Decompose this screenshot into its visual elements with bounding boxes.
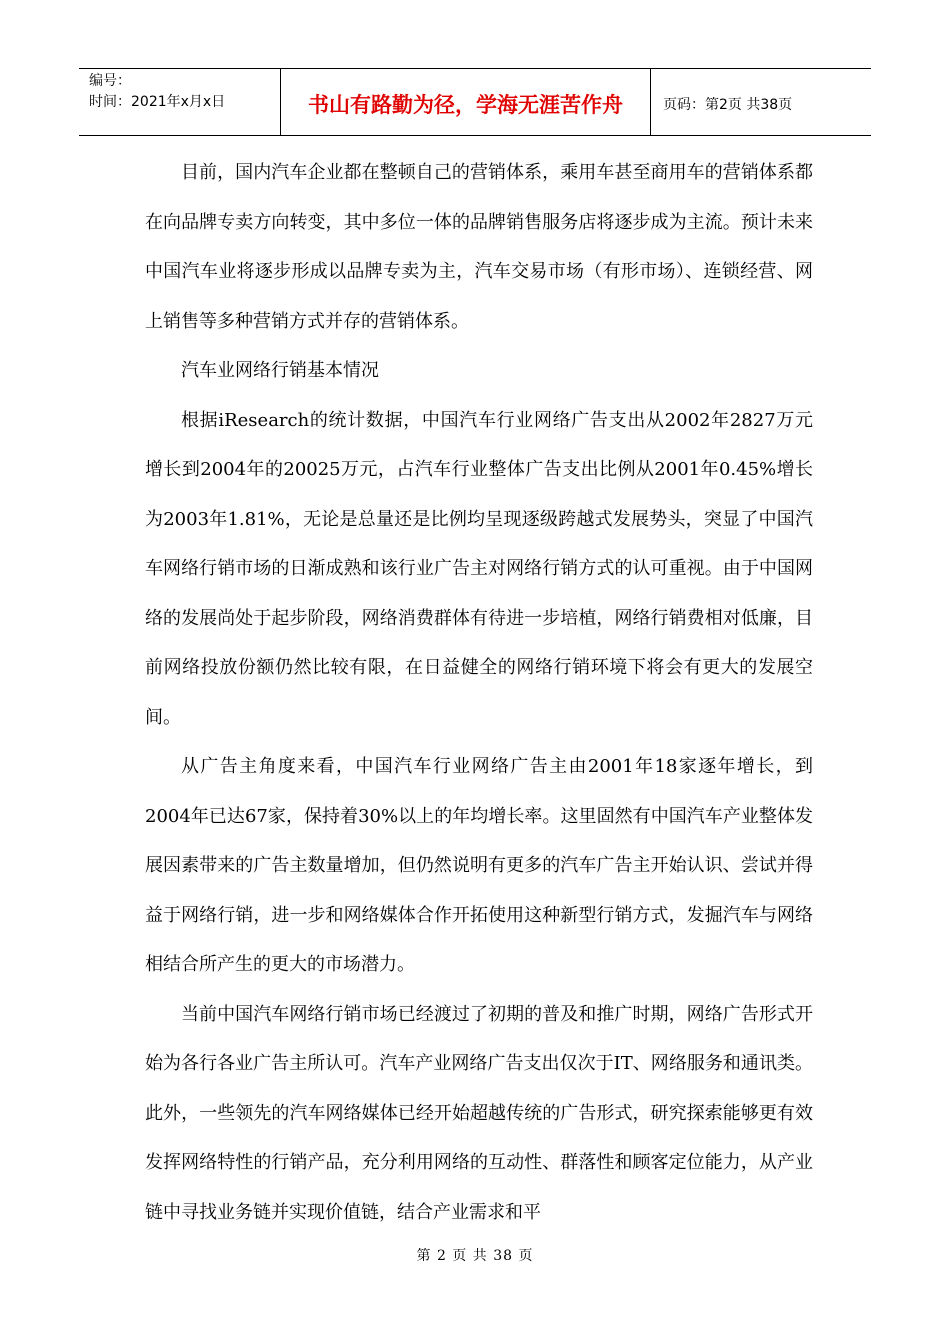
number-label: 编号： xyxy=(89,73,131,89)
paragraph: 目前，国内汽车企业都在整顿自己的营销体系，乘用车甚至商用车的营销体系都在向品牌专卖方向转变，其中多位一体的品牌销售服务店将逐步成为主流。预计未来中国汽车业将逐步形成以品牌专卖为主，汽车交易市场（有形市场）、连锁经营、网上销售等多种营销方式并存的营销体系。 xyxy=(145,162,813,332)
header-meta xyxy=(79,69,281,135)
paragraph: 从广告主角度来看，中国汽车行业网络广告主由2001年18家逐年增长，到2004年已达67家，保持着30%以上的年均增长率。这里固然有中国汽车产业整体发展因素带来的广告主数量增加，但仍然说明有更多的汽车广告主开始认识、尝试并得益于网络行销，进一步和网络媒体合作开拓使用这种新型行销方式，发掘汽车与网络相结合所产生的更大的市场潜力。 xyxy=(145,756,813,975)
header-page-info xyxy=(651,69,871,135)
paragraph: 当前中国汽车网络行销市场已经渡过了初期的普及和推广时期，网络广告形式开始为各行各业广告主所认可。汽车产业网络广告支出仅次于IT、网络服务和通讯类。此外，一些领先的汽车网络媒体已经开始超越传统的广告形式，研究探索能够更有效发挥网络特性的行销产品，充分利用网络的互动性、群落性和顾客定位能力，从产业链中寻找业务链并实现价值链，结合产业需求和平 xyxy=(145,1003,813,1223)
header-motto xyxy=(281,69,651,135)
page-info-text: 页码：第2页 共38页 xyxy=(663,97,793,113)
page-footer xyxy=(0,1245,950,1265)
section-heading: 汽车业网络行销基本情况 xyxy=(181,360,379,381)
footer-page-number: 第 2 页 共 38 页 xyxy=(416,1248,534,1264)
document-body xyxy=(145,148,813,1237)
paragraph: 根据iResearch的统计数据，中国汽车行业网络广告支出从2002年2827万元增长到2004年的20025万元，占汽车行业整体广告支出比例从2001年0.45%增长为2003年1.81%，无论是总量还是比例均呈现逐级跨越式发展势头，突显了中国汽车网络行销市场的日渐成熟和该行业广告主对网络行销方式的认可重视。由于中国网络的发展尚处于起步阶段，网络消费群体有待进一步培植，网络行销费相对低廉，目前网络投放份额仍然比较有限，在日益健全的网络行销环境下将会有更大的发展空间。 xyxy=(145,409,813,728)
motto-text: 书山有路勤为径，学海无涯苦作舟 xyxy=(308,93,623,117)
time-label: 时间：2021年x月x日 xyxy=(89,94,226,110)
document-header xyxy=(79,68,871,136)
